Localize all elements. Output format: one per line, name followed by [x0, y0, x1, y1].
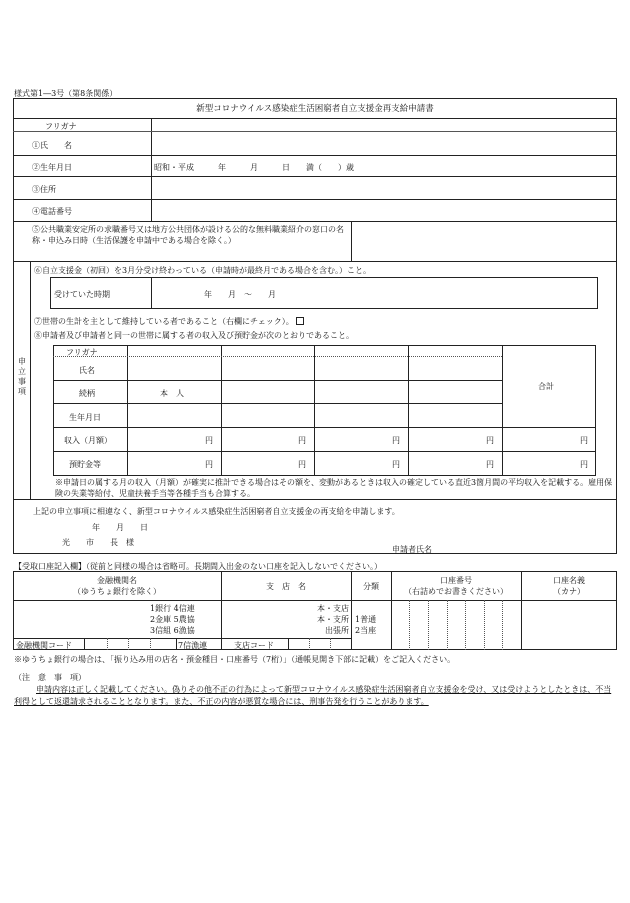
form-title: 新型コロナウイルス感染症生活困窮者自立支援金再支給申請書 [196, 104, 434, 114]
table-total-label: 合計 [538, 382, 554, 391]
inst-extra-option[interactable]: 7信漁連 [178, 641, 208, 650]
relation-self: 本 人 [160, 389, 184, 398]
branch-type-option[interactable]: 本・支店 [317, 604, 349, 613]
bank-col-holder: 口座名義 [553, 576, 585, 585]
phone-field[interactable] [153, 201, 615, 219]
address-label: ③住所 [32, 185, 56, 194]
phone-label: ④電話番号 [32, 207, 72, 216]
name-label: ①氏 名 [32, 141, 72, 150]
applicant-signature-label: 申請者氏名 [392, 545, 432, 554]
item7-text: ⑦世帯の生計を主として維持している者であること（右欄にチェック）。 [34, 316, 304, 327]
table-birth-label: 生年月日 [69, 413, 101, 422]
yen-unit: 円 [486, 436, 494, 445]
inst-type-option[interactable]: 1銀行 4信連 [150, 604, 195, 613]
yen-unit: 円 [580, 436, 588, 445]
form-number: 様式第1―3号（第8条関係） [14, 89, 118, 98]
birthdate-field[interactable]: 昭和・平成 年 月 日 満（ ）歳 [154, 163, 354, 172]
yen-unit: 円 [392, 460, 400, 469]
account-number-field[interactable] [392, 601, 520, 649]
birthdate-label: ②生年月日 [32, 163, 72, 172]
table-furigana-label: フリガナ [66, 348, 98, 357]
yen-unit: 円 [298, 436, 306, 445]
bank-heading: 【受取口座記入欄】（従前と同様の場合は省略可。長期間入出金のない口座を記入しないでください。） [14, 562, 382, 571]
item8-text: ⑧申請者及び申請者と同一の世帯に属する者の収入及び預貯金が次のとおりであること。 [34, 331, 354, 340]
branch-type-option[interactable]: 出張所 [325, 626, 349, 635]
mayor-address: 光 市 長 様 [62, 538, 134, 547]
inst-code-label: 金融機関コード [16, 641, 72, 650]
income-note: ※申請日の属する月の収入（月額）が確実に推計できる場合はその額を、変動があるときは収入の確定している直近3箇月間の平均収入を記載する。雇用保険の失業等給付、児童扶養手当等各種手当も合算する。 [55, 478, 613, 498]
yen-unit: 円 [392, 436, 400, 445]
table-savings-label: 預貯金等 [69, 460, 101, 469]
yen-unit: 円 [205, 436, 213, 445]
household-table [53, 345, 596, 476]
bank-col-account: 口座番号 [440, 576, 472, 585]
caution-heading: （注 意 事 項） [14, 673, 86, 682]
branch-code-label: 支店コード [234, 641, 274, 650]
account-holder-field[interactable] [522, 601, 616, 649]
statement-date[interactable]: 年 月 日 [92, 523, 148, 532]
hellowork-field[interactable] [353, 223, 615, 259]
bank-col-type: 分類 [363, 582, 379, 591]
item6-text: ⑥自立支援金（初回）を3月分受け終わっている（申請時が最終月である場合を含む。）こと。 [34, 266, 372, 275]
furigana-field[interactable] [153, 126, 615, 132]
household-head-checkbox[interactable] [296, 317, 304, 325]
branch-code-field[interactable] [289, 639, 350, 649]
table-income-label: 収入（月額） [64, 436, 112, 445]
yucho-note: ※ゆうちょ銀行の場合は、「振り込み用の店名・預金種目・口座番号（7桁）」（通帳見開き下部に記載）をご記入ください。 [14, 655, 456, 664]
table-relation-label: 続柄 [79, 389, 95, 398]
account-type-option[interactable]: 1普通 [355, 615, 377, 624]
yen-unit: 円 [580, 460, 588, 469]
inst-type-option[interactable]: 3信組 6漁協 [150, 626, 195, 635]
inst-type-option[interactable]: 2金庫 5農協 [150, 615, 195, 624]
table-name-label: 氏名 [79, 366, 95, 375]
address-field[interactable] [153, 178, 615, 198]
caution-text: 申請内容は正しく記載してください。偽りその他不正の行為によって新型コロナウイルス感染症生活困窮者自立支援金を受け、又は受けようとしたときは、不当利得として返還請求されることとなります。また、不正の内容が悪質な場合には、刑事告発を行うことがあります。 [14, 685, 612, 706]
bank-col-institution-sub: （ゆうちょ銀行を除く） [73, 587, 161, 596]
hellowork-label: ⑤公共職業安定所の求職番号又は地方公共団体が設ける公的な無料職業紹介の窓口の名称・申込み日時（生活保護を申請中である場合を除く。） [32, 225, 344, 245]
yen-unit: 円 [298, 460, 306, 469]
furigana-label: フリガナ [45, 122, 77, 131]
statement-text: 上記の申立事項に相違なく、新型コロナウイルス感染症生活困窮者自立支援金の再支給を申請します。 [33, 507, 400, 516]
account-type-option[interactable]: 2当座 [355, 626, 377, 635]
bank-col-branch: 支 店 名 [266, 582, 306, 591]
bank-col-institution: 金融機関名 [97, 576, 137, 585]
inst-code-field[interactable] [85, 639, 175, 649]
bank-col-account-sub: （右詰めでお書きください） [404, 587, 508, 596]
yen-unit: 円 [205, 460, 213, 469]
period-field[interactable]: 年 月 〜 月 [204, 290, 276, 299]
bank-col-holder-sub: （カナ） [553, 587, 585, 596]
declaration-side-label: 申立事項 [18, 357, 26, 396]
yen-unit: 円 [486, 460, 494, 469]
name-field[interactable] [153, 133, 615, 153]
period-label: 受けていた時期 [54, 290, 110, 299]
branch-type-option[interactable]: 本・支所 [317, 615, 349, 624]
